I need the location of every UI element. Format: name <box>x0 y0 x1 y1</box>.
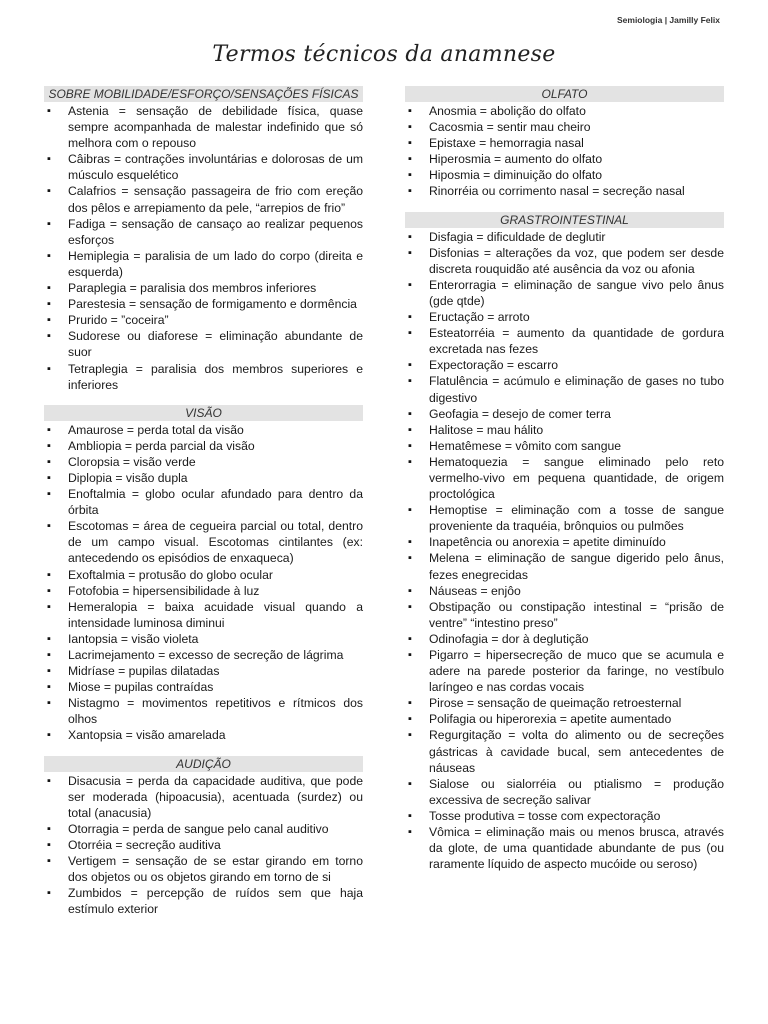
term-item: ▪ Eructação = arroto <box>405 309 724 325</box>
term-list <box>405 229 724 873</box>
term-item: ▪ Odinofagia = dor à deglutição <box>405 631 724 647</box>
term-item: ▪ Tosse produtiva = tosse com expectoração <box>405 808 724 824</box>
section-sobre-mobilidade-esforco-sensacoes-fisicas <box>44 86 363 393</box>
term-item: ▪ Enoftalmia = globo ocular afundado para dentro da órbita <box>44 486 363 518</box>
term-item: ▪ Fadiga = sensação de cansaço ao realizar pequenos esforços <box>44 216 363 248</box>
term-item: ▪ Exoftalmia = protusão do globo ocular <box>44 567 363 583</box>
term-item: ▪ Hemeralopia = baixa acuidade visual quando a intensidade luminosa diminui <box>44 599 363 631</box>
section-audicao <box>44 756 363 918</box>
term-item: ▪ Vertigem = sensação de se estar girando em torno dos objetos ou os objetos girando em torno de si <box>44 853 363 885</box>
term-item: ▪ Amaurose = perda total da visão <box>44 422 363 438</box>
term-item: ▪ Miose = pupilas contraídas <box>44 679 363 695</box>
term-item: ▪ Regurgitação = volta do alimento ou de secreções gástricas à cavidade bucal, sem antecedentes de náuseas <box>405 727 724 775</box>
term-item: ▪ Disfonias = alterações da voz, que podem ser desde discreta rouquidão até ausência da voz ou afonia <box>405 245 724 277</box>
section-heading: GRASTROINTESTINAL <box>405 212 724 228</box>
term-item: ▪ Prurido = ”coceira” <box>44 312 363 328</box>
term-item: ▪ Pirose = sensação de queimação retroesternal <box>405 695 724 711</box>
term-item: ▪ Midríase = pupilas dilatadas <box>44 663 363 679</box>
term-item: ▪ Astenia = sensação de debilidade física, quase sempre acompanhada de malestar indefinido que só melhora com o repouso <box>44 103 363 151</box>
term-item: ▪ Iantopsia = visão violeta <box>44 631 363 647</box>
term-item: ▪ Hemoptise = eliminação com a tosse de sangue proveniente da traquéia, brônquios ou pulmões <box>405 502 724 534</box>
term-item: ▪ Calafrios = sensação passageira de frio com ereção dos pêlos e arrepiamento da pele, “arrepios de frio” <box>44 183 363 215</box>
term-item: ▪ Nistagmo = movimentos repetitivos e rítmicos dos olhos <box>44 695 363 727</box>
term-item: ▪ Geofagia = desejo de comer terra <box>405 406 724 422</box>
term-item: ▪ Enterorragia = eliminação de sangue vivo pelo ânus (gde qtde) <box>405 277 724 309</box>
term-item: ▪ Cloropsia = visão verde <box>44 454 363 470</box>
term-item: ▪ Disfagia = dificuldade de deglutir <box>405 229 724 245</box>
term-item: ▪ Vômica = eliminação mais ou menos brusca, através da glote, de uma quantidade abundante de pus (ou raramente líquido de aspecto mucóide ou seroso) <box>405 824 724 872</box>
term-item: ▪ Pigarro = hipersecreção de muco que se acumula e adere na parede posterior da faringe, no vestíbulo laríngeo e nas cordas vocais <box>405 647 724 695</box>
term-list <box>405 103 724 200</box>
term-item: ▪ Sialose ou sialorréia ou ptialismo = produção excessiva de secreção salivar <box>405 776 724 808</box>
term-item: ▪ Hiperosmia = aumento do olfato <box>405 151 724 167</box>
term-list <box>44 773 363 918</box>
term-item: ▪ Flatulência = acúmulo e eliminação de gases no tubo digestivo <box>405 373 724 405</box>
term-item: ▪ Hiposmia = diminuição do olfato <box>405 167 724 183</box>
term-item: ▪ Cacosmia = sentir mau cheiro <box>405 119 724 135</box>
term-item: ▪ Anosmia = abolição do olfato <box>405 103 724 119</box>
term-item: ▪ Ambliopia = perda parcial da visão <box>44 438 363 454</box>
right-column <box>405 86 724 884</box>
term-item: ▪ Obstipação ou constipação intestinal = “prisão de ventre” “intestino preso” <box>405 599 724 631</box>
term-item: ▪ Hematêmese = vômito com sangue <box>405 438 724 454</box>
section-heading: SOBRE MOBILIDADE/ESFORÇO/SENSAÇÕES FÍSICAS <box>44 86 363 102</box>
term-item: ▪ Paraplegia = paralisia dos membros inferiores <box>44 280 363 296</box>
section-heading: VISÃO <box>44 405 363 421</box>
term-item: ▪ Otorréia = secreção auditiva <box>44 837 363 853</box>
term-item: ▪ Melena = eliminação de sangue digerido pelo ânus, fezes enegrecidas <box>405 550 724 582</box>
term-item: ▪ Náuseas = enjôo <box>405 583 724 599</box>
term-item: ▪ Hematoquezia = sangue eliminado pelo reto vermelho-vivo em pequena quantidade, de origem proctológica <box>405 454 724 502</box>
term-item: ▪ Disacusia = perda da capacidade auditiva, que pode ser moderada (hipoacusia), acentuada (surdez) ou total (anacusia) <box>44 773 363 821</box>
document-title: Termos técnicos da anamnese <box>212 42 556 67</box>
term-item: ▪ Hemiplegia = paralisia de um lado do corpo (direita e esquerda) <box>44 248 363 280</box>
section-heading: AUDIÇÃO <box>44 756 363 772</box>
term-item: ▪ Diplopia = visão dupla <box>44 470 363 486</box>
term-item: ▪ Parestesia = sensação de formigamento e dormência <box>44 296 363 312</box>
term-item: ▪ Inapetência ou anorexia = apetite diminuído <box>405 534 724 550</box>
term-item: ▪ Expectoração = escarro <box>405 357 724 373</box>
term-item: ▪ Fotofobia = hipersensibilidade à luz <box>44 583 363 599</box>
term-item: ▪ Polifagia ou hiperorexia = apetite aumentado <box>405 711 724 727</box>
section-grastrointestinal <box>405 212 724 873</box>
term-item: ▪ Epistaxe = hemorragia nasal <box>405 135 724 151</box>
term-item: ▪ Câibras = contrações involuntárias e dolorosas de um músculo esquelético <box>44 151 363 183</box>
term-item: ▪ Tetraplegia = paralisia dos membros superiores e inferiores <box>44 361 363 393</box>
document-header-tag: Semiologia | Jamilly Felix <box>616 15 720 25</box>
section-heading: OLFATO <box>405 86 724 102</box>
term-item: ▪ Otorragia = perda de sangue pelo canal auditivo <box>44 821 363 837</box>
term-item: ▪ Rinorréia ou corrimento nasal = secreção nasal <box>405 183 724 199</box>
term-item: ▪ Esteatorréia = aumento da quantidade de gordura excretada nas fezes <box>405 325 724 357</box>
term-item: ▪ Xantopsia = visão amarelada <box>44 727 363 743</box>
term-item: ▪ Zumbidos = percepção de ruídos sem que haja estímulo exterior <box>44 885 363 917</box>
term-item: ▪ Lacrimejamento = excesso de secreção de lágrima <box>44 647 363 663</box>
term-list <box>44 103 363 393</box>
term-list <box>44 422 363 744</box>
term-item: ▪ Escotomas = área de cegueira parcial ou total, dentro de um campo visual. Escotomas cintilantes (ex: antecedendo os episódios de enxaqueca) <box>44 518 363 566</box>
left-column <box>44 86 363 929</box>
term-item: ▪ Sudorese ou diaforese = eliminação abundante de suor <box>44 328 363 360</box>
section-visao <box>44 405 363 744</box>
term-item: ▪ Halitose = mau hálito <box>405 422 724 438</box>
section-olfato <box>405 86 724 200</box>
